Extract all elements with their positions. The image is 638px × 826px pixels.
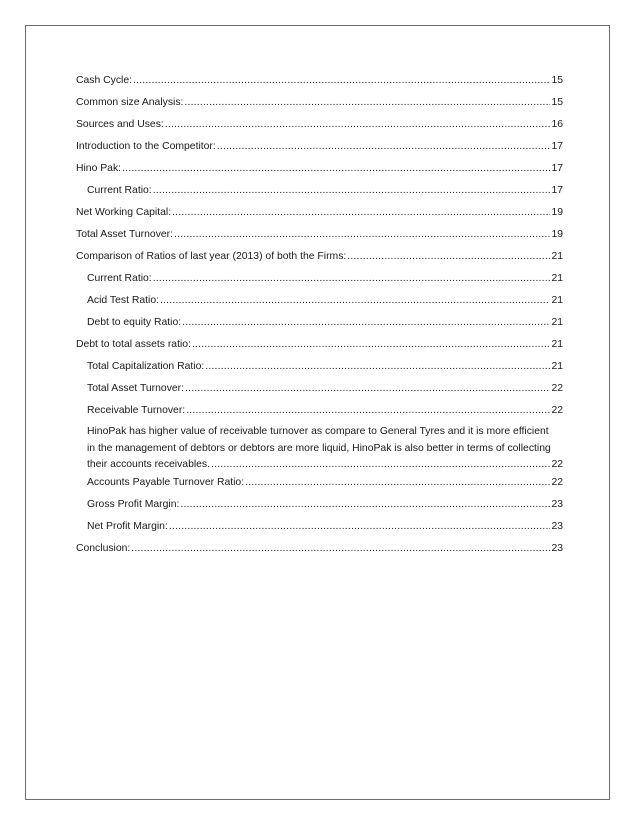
toc-leader-dots bbox=[131, 542, 550, 556]
toc-entry-page: 21 bbox=[551, 361, 563, 372]
toc-entry[interactable] bbox=[76, 162, 563, 176]
toc-entry-page: 15 bbox=[551, 97, 563, 108]
toc-entry[interactable] bbox=[76, 140, 563, 154]
toc-subentry[interactable] bbox=[87, 498, 563, 512]
toc-entry-label: Total Asset Turnover: bbox=[76, 229, 174, 240]
toc-subentry[interactable] bbox=[87, 404, 563, 418]
toc-leader-dots bbox=[185, 382, 550, 396]
toc-entry-label: their accounts receivables. bbox=[87, 459, 211, 470]
toc-leader-dots bbox=[192, 338, 551, 352]
toc-entry-page: 16 bbox=[551, 119, 563, 130]
toc-entry-label: Cash Cycle: bbox=[76, 75, 133, 86]
toc-entry-line: in the management of debtors or debtors are more liquid, HinoPak is also better in terms of collecting bbox=[87, 442, 551, 454]
toc-entry[interactable] bbox=[76, 74, 563, 88]
toc-subentry[interactable] bbox=[87, 382, 563, 396]
toc-entry-label: Common size Analysis: bbox=[76, 97, 184, 108]
toc-leader-dots bbox=[211, 457, 550, 474]
toc-entry-page: 23 bbox=[551, 521, 563, 532]
toc-entry-page: 17 bbox=[551, 141, 563, 152]
toc-entry-line: HinoPak has higher value of receivable turnover as compare to General Tyres and it is more efficient bbox=[87, 426, 549, 437]
toc-entry-page: 22 bbox=[551, 405, 563, 416]
toc-entry[interactable] bbox=[76, 118, 563, 132]
toc-leader-dots bbox=[133, 74, 550, 88]
toc-leader-dots bbox=[347, 250, 550, 264]
toc-subentry[interactable] bbox=[87, 360, 563, 374]
toc-entry-page: 21 bbox=[551, 295, 563, 306]
toc-leader-dots bbox=[174, 228, 550, 242]
toc-entry-page: 22 bbox=[551, 459, 563, 470]
toc-entry-page: 21 bbox=[551, 251, 563, 262]
toc-subentry[interactable] bbox=[87, 184, 563, 198]
toc-entry-page: 21 bbox=[551, 273, 563, 284]
toc-leader-dots bbox=[245, 476, 550, 490]
toc-entry[interactable] bbox=[76, 338, 563, 352]
toc-entry-page: 17 bbox=[551, 163, 563, 174]
toc-entry-label: Debt to total assets ratio: bbox=[76, 339, 191, 350]
toc-entry-label: Total Asset Turnover: bbox=[87, 383, 185, 394]
toc-subentry[interactable] bbox=[87, 316, 563, 330]
toc-subentry-multiline[interactable] bbox=[87, 424, 563, 474]
toc-entry-label: Hino Pak: bbox=[76, 163, 122, 174]
toc-leader-dots bbox=[122, 162, 550, 176]
toc-leader-dots bbox=[180, 498, 550, 512]
toc-leader-dots bbox=[160, 294, 550, 308]
toc-entry-label: Conclusion: bbox=[76, 543, 131, 554]
toc-entry-label: Total Capitalization Ratio: bbox=[87, 361, 205, 372]
toc-entry-label: Introduction to the Competitor: bbox=[76, 141, 216, 152]
toc-entry-page: 21 bbox=[551, 339, 563, 350]
toc-entry-page: 21 bbox=[551, 317, 563, 328]
toc-leader-dots bbox=[172, 206, 550, 220]
toc-entry-label: Net Profit Margin: bbox=[87, 521, 168, 532]
toc-leader-dots bbox=[169, 520, 551, 534]
toc-entry[interactable] bbox=[76, 96, 563, 110]
toc-entry-label: Net Working Capital: bbox=[76, 207, 172, 218]
toc-entry-label: Accounts Payable Turnover Ratio: bbox=[87, 477, 245, 488]
toc-entry-page: 15 bbox=[551, 75, 563, 86]
toc-entry-page: 19 bbox=[551, 229, 563, 240]
toc-entry-label: Current Ratio: bbox=[87, 185, 152, 196]
toc-entry[interactable] bbox=[76, 250, 563, 264]
toc-entry-label: Current Ratio: bbox=[87, 273, 152, 284]
toc-entry-label: Comparison of Ratios of last year (2013) of both the Firms: bbox=[76, 251, 347, 262]
toc-leader-dots bbox=[153, 184, 551, 198]
toc-entry-page: 23 bbox=[551, 499, 563, 510]
toc-entry[interactable] bbox=[76, 542, 563, 556]
toc-subentry[interactable] bbox=[87, 520, 563, 534]
toc-entry-last-line bbox=[87, 457, 563, 474]
toc-leader-dots bbox=[153, 272, 551, 286]
toc-entry[interactable] bbox=[76, 228, 563, 242]
toc-entry-label: Gross Profit Margin: bbox=[87, 499, 180, 510]
toc-entry-label: Acid Test Ratio: bbox=[87, 295, 159, 306]
toc-entry[interactable] bbox=[76, 206, 563, 220]
toc-entry-page: 22 bbox=[551, 477, 563, 488]
toc-leader-dots bbox=[184, 96, 550, 110]
toc-entry-page: 22 bbox=[551, 383, 563, 394]
toc-entry-page: 19 bbox=[551, 207, 563, 218]
toc-subentry[interactable] bbox=[87, 294, 563, 308]
toc-entry-label: Sources and Uses: bbox=[76, 119, 164, 130]
toc-entry-page: 23 bbox=[551, 543, 563, 554]
toc-subentry[interactable] bbox=[87, 272, 563, 286]
toc-leader-dots bbox=[186, 404, 550, 418]
toc-entry-label: Debt to equity Ratio: bbox=[87, 317, 182, 328]
toc-leader-dots bbox=[205, 360, 550, 374]
toc-subentry[interactable] bbox=[87, 476, 563, 490]
toc-entry-label: Receivable Turnover: bbox=[87, 405, 186, 416]
toc-entry-page: 17 bbox=[551, 185, 563, 196]
toc-leader-dots bbox=[165, 118, 551, 132]
toc-leader-dots bbox=[217, 140, 551, 154]
toc-leader-dots bbox=[182, 316, 550, 330]
